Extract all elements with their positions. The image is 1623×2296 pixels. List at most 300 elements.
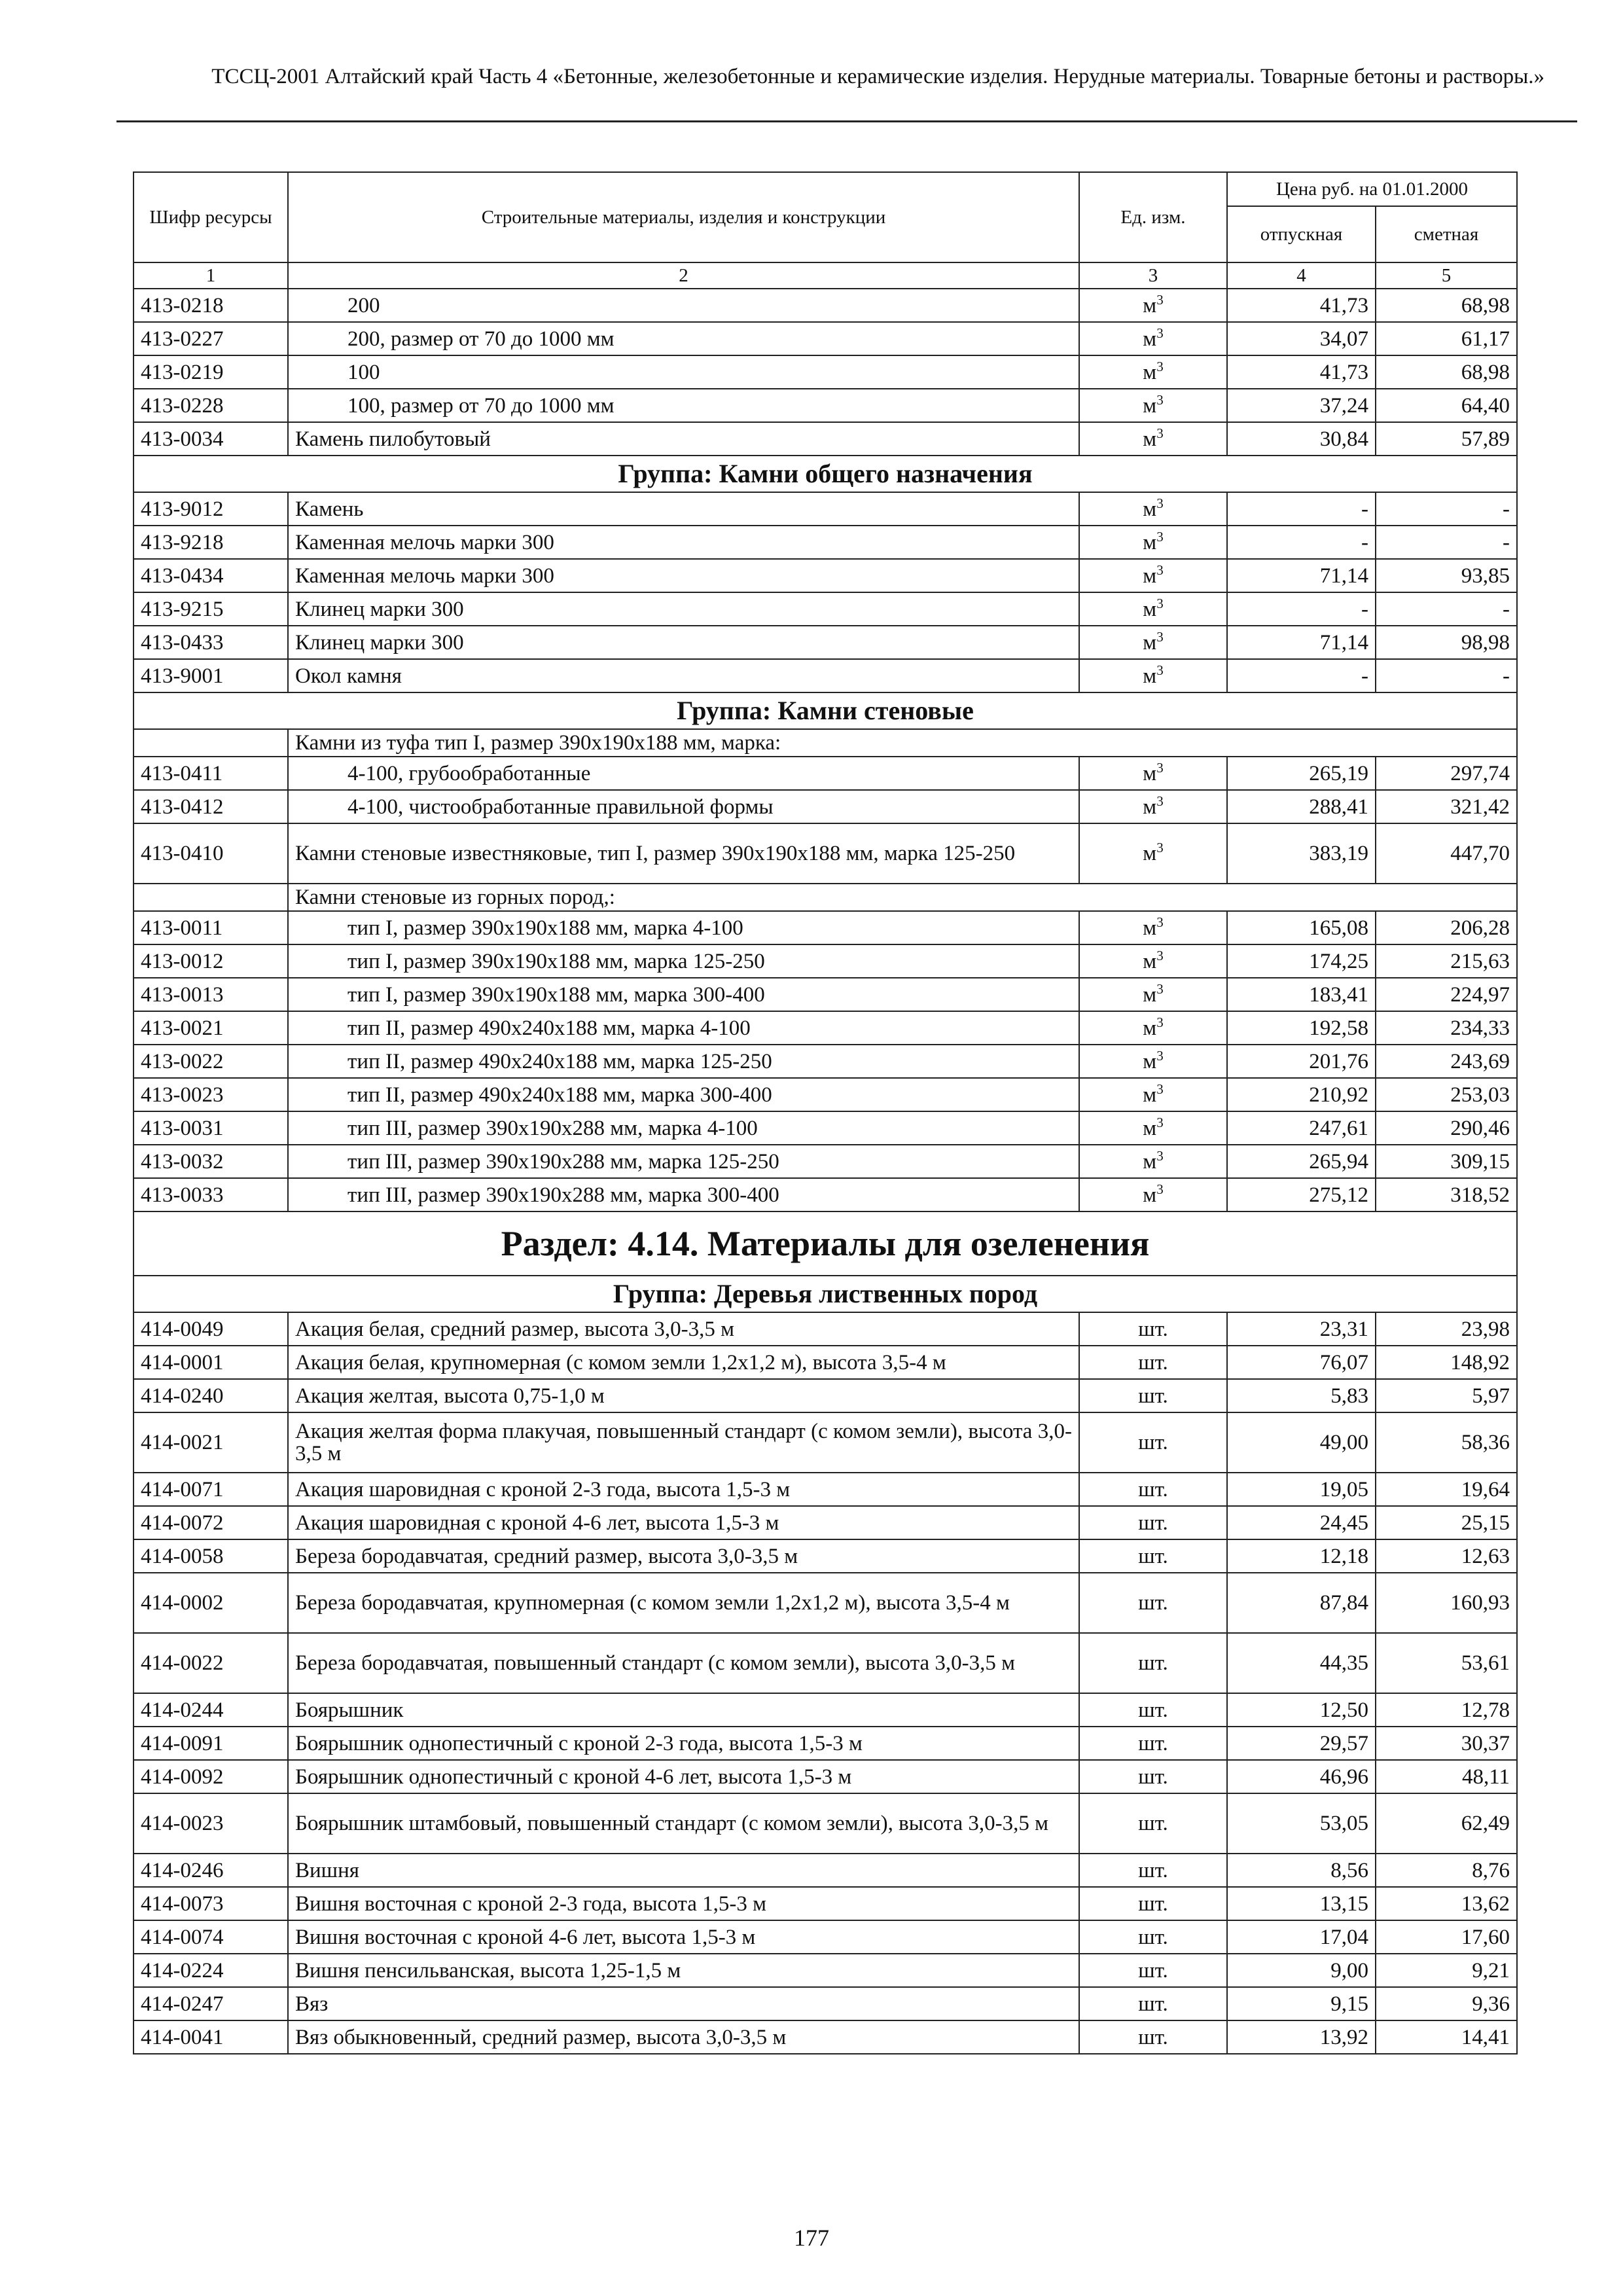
- resource-code: 413-9012: [134, 492, 288, 526]
- release-price: 201,76: [1227, 1045, 1376, 1078]
- unit-cell: [1079, 1727, 1227, 1760]
- release-price: -: [1227, 659, 1376, 692]
- release-price: 53,05: [1227, 1793, 1376, 1854]
- unit-cell: [1079, 289, 1227, 322]
- unit-exponent: 3: [1156, 1147, 1164, 1164]
- item-name: тип II, размер 490x240x188 мм, марка 300-400: [288, 1078, 1079, 1111]
- resource-code: 413-0434: [134, 559, 288, 592]
- release-price: 29,57: [1227, 1727, 1376, 1760]
- unit-cell: [1079, 1346, 1227, 1379]
- column-header-estimate-price: сметная: [1376, 206, 1517, 262]
- release-price: 383,19: [1227, 823, 1376, 884]
- unit-text: м: [1143, 1016, 1157, 1040]
- unit-text: м: [1143, 360, 1157, 384]
- release-price: 23,31: [1227, 1312, 1376, 1346]
- unit-text: м: [1143, 564, 1157, 588]
- release-price: 30,84: [1227, 422, 1376, 456]
- table-row: [134, 1506, 1517, 1539]
- item-name: Боярышник однопестичный с кроной 4-6 лет, высота 1,5-3 м: [288, 1760, 1079, 1793]
- estimate-price: 48,11: [1376, 1760, 1517, 1793]
- estimate-price: 98,98: [1376, 626, 1517, 659]
- estimate-price: 68,98: [1376, 355, 1517, 389]
- unit-text: м: [1143, 630, 1157, 655]
- item-name: Акация белая, крупномерная (с комом земли 1,2x1,2 м), высота 3,5-4 м: [288, 1346, 1079, 1379]
- unit-text: шт.: [1138, 1591, 1168, 1615]
- unit-text: шт.: [1138, 1925, 1168, 1949]
- release-price: 210,92: [1227, 1078, 1376, 1111]
- unit-cell: [1079, 757, 1227, 790]
- unit-exponent: 3: [1156, 1181, 1164, 1197]
- subheading-row: [134, 729, 1517, 757]
- unit-cell: [1079, 1793, 1227, 1854]
- resource-code: 414-0074: [134, 1920, 288, 1954]
- item-name: 4-100, грубообработанные: [288, 757, 1079, 790]
- item-name: 200, размер от 70 до 1000 мм: [288, 322, 1079, 355]
- estimate-price: 215,63: [1376, 944, 1517, 978]
- unit-cell: [1079, 978, 1227, 1011]
- unit-text: шт.: [1138, 1511, 1168, 1535]
- unit-cell: [1079, 911, 1227, 944]
- estimate-price: 68,98: [1376, 289, 1517, 322]
- group-heading-row: [134, 456, 1517, 492]
- table-row: [134, 1854, 1517, 1887]
- estimate-price: 61,17: [1376, 322, 1517, 355]
- resource-code: 414-0022: [134, 1633, 288, 1693]
- unit-text: шт.: [1138, 1765, 1168, 1789]
- resource-code: 414-0001: [134, 1346, 288, 1379]
- release-price: 12,50: [1227, 1693, 1376, 1727]
- column-number: 1: [134, 262, 288, 289]
- table-row: [134, 422, 1517, 456]
- table-row: [134, 1887, 1517, 1920]
- unit-exponent: 3: [1156, 291, 1164, 308]
- table-row: [134, 1045, 1517, 1078]
- table-row: [134, 1346, 1517, 1379]
- unit-text: м: [1143, 497, 1157, 521]
- empty-code-cell: [134, 729, 288, 757]
- unit-exponent: 3: [1156, 358, 1164, 374]
- item-name: Акация желтая форма плакучая, повышенный стандарт (с комом земли), высота 3,0-3,5 м: [288, 1412, 1079, 1473]
- release-price: 76,07: [1227, 1346, 1376, 1379]
- resource-code: 413-0410: [134, 823, 288, 884]
- table-row: [134, 1412, 1517, 1473]
- estimate-price: 12,63: [1376, 1539, 1517, 1573]
- table-row: [134, 492, 1517, 526]
- estimate-price: 64,40: [1376, 389, 1517, 422]
- resource-code: 414-0002: [134, 1573, 288, 1633]
- unit-text: шт.: [1138, 1384, 1168, 1408]
- table-row: [134, 389, 1517, 422]
- item-name: Камень: [288, 492, 1079, 526]
- resource-code: 413-0013: [134, 978, 288, 1011]
- group-heading-row: [134, 692, 1517, 729]
- table-row: [134, 1011, 1517, 1045]
- column-number: 4: [1227, 262, 1376, 289]
- resource-code: 413-0034: [134, 422, 288, 456]
- item-name: 100, размер от 70 до 1000 мм: [288, 389, 1079, 422]
- estimate-price: 62,49: [1376, 1793, 1517, 1854]
- unit-text: шт.: [1138, 1651, 1168, 1675]
- unit-exponent: 3: [1156, 840, 1164, 855]
- estimate-price: 160,93: [1376, 1573, 1517, 1633]
- estimate-price: -: [1376, 659, 1517, 692]
- release-price: 265,19: [1227, 757, 1376, 790]
- unit-text: шт.: [1138, 1731, 1168, 1755]
- estimate-price: 447,70: [1376, 823, 1517, 884]
- item-name: Боярышник однопестичный с кроной 2-3 года, высота 1,5-3 м: [288, 1727, 1079, 1760]
- unit-text: шт.: [1138, 1958, 1168, 1982]
- unit-text: м: [1143, 530, 1157, 554]
- unit-text: шт.: [1138, 1992, 1168, 2016]
- table-row: [134, 1727, 1517, 1760]
- unit-cell: [1079, 322, 1227, 355]
- column-number: 2: [288, 262, 1079, 289]
- table-row: [134, 1145, 1517, 1178]
- unit-text: м: [1143, 795, 1157, 819]
- item-name: тип I, размер 390x190x188 мм, марка 300-400: [288, 978, 1079, 1011]
- section-heading: Раздел: 4.14. Материалы для озеленения: [134, 1211, 1517, 1276]
- unit-cell: [1079, 1312, 1227, 1346]
- resource-code: 413-0433: [134, 626, 288, 659]
- release-price: 49,00: [1227, 1412, 1376, 1473]
- table-row: [134, 1111, 1517, 1145]
- unit-exponent: 3: [1156, 595, 1164, 611]
- unit-exponent: 3: [1156, 980, 1164, 997]
- item-name: Вяз обыкновенный, средний размер, высота 3,0-3,5 м: [288, 2020, 1079, 2054]
- estimate-price: 321,42: [1376, 790, 1517, 823]
- table-row: [134, 659, 1517, 692]
- unit-cell: [1079, 1473, 1227, 1506]
- unit-cell: [1079, 1111, 1227, 1145]
- subheading-text: Камни стеновые из горных пород,:: [288, 884, 1517, 911]
- estimate-price: 53,61: [1376, 1633, 1517, 1693]
- table-row: [134, 944, 1517, 978]
- table-row: [134, 1760, 1517, 1793]
- release-price: 17,04: [1227, 1920, 1376, 1954]
- column-number: 3: [1079, 262, 1227, 289]
- resource-code: 413-0031: [134, 1111, 288, 1145]
- release-price: 247,61: [1227, 1111, 1376, 1145]
- item-name: 200: [288, 289, 1079, 322]
- unit-cell: [1079, 2020, 1227, 2054]
- item-name: тип II, размер 490x240x188 мм, марка 4-100: [288, 1011, 1079, 1045]
- resource-code: 413-0032: [134, 1145, 288, 1178]
- unit-exponent: 3: [1156, 391, 1164, 408]
- resource-code: 413-0033: [134, 1178, 288, 1211]
- unit-exponent: 3: [1156, 947, 1164, 963]
- unit-text: м: [1143, 1083, 1157, 1107]
- resource-code: 414-0049: [134, 1312, 288, 1346]
- estimate-price: 30,37: [1376, 1727, 1517, 1760]
- running-header: ТССЦ-2001 Алтайский край Часть 4 «Бетонные, железобетонные и керамические изделия. Нерудные материалы. Товарные бетоны и растворы.»: [211, 65, 1544, 88]
- estimate-price: 13,62: [1376, 1887, 1517, 1920]
- table-row: [134, 978, 1517, 1011]
- unit-text: м: [1143, 664, 1157, 688]
- resource-code: 413-9218: [134, 526, 288, 559]
- estimate-price: 309,15: [1376, 1145, 1517, 1178]
- item-name: Вяз: [288, 1987, 1079, 2020]
- resource-code: 413-9001: [134, 659, 288, 692]
- release-price: 44,35: [1227, 1633, 1376, 1693]
- unit-cell: [1079, 1539, 1227, 1573]
- unit-exponent: 3: [1156, 1014, 1164, 1030]
- unit-text: м: [1143, 1116, 1157, 1140]
- unit-text: шт.: [1138, 1350, 1168, 1374]
- unit-text: м: [1143, 1049, 1157, 1073]
- resource-code: 414-0224: [134, 1954, 288, 1987]
- item-name: Акация желтая, высота 0,75-1,0 м: [288, 1379, 1079, 1412]
- unit-cell: [1079, 526, 1227, 559]
- table-row: [134, 757, 1517, 790]
- release-price: 183,41: [1227, 978, 1376, 1011]
- table-row: [134, 1573, 1517, 1633]
- estimate-price: 5,97: [1376, 1379, 1517, 1412]
- table-row: [134, 1312, 1517, 1346]
- item-name: 100: [288, 355, 1079, 389]
- price-table: [133, 171, 1518, 2054]
- release-price: -: [1227, 492, 1376, 526]
- unit-exponent: 3: [1156, 562, 1164, 578]
- table-row: [134, 1178, 1517, 1211]
- release-price: 24,45: [1227, 1506, 1376, 1539]
- item-name: Акация шаровидная с кроной 2-3 года, высота 1,5-3 м: [288, 1473, 1079, 1506]
- unit-text: м: [1143, 427, 1157, 451]
- item-name: Боярышник штамбовый, повышенный стандарт (с комом земли), высота 3,0-3,5 м: [288, 1793, 1079, 1854]
- item-name: Каменная мелочь марки 300: [288, 559, 1079, 592]
- group-heading: Группа: Деревья лиственных пород: [134, 1276, 1517, 1312]
- estimate-price: 224,97: [1376, 978, 1517, 1011]
- item-name: Акация шаровидная с кроной 4-6 лет, высота 1,5-3 м: [288, 1506, 1079, 1539]
- item-name: Окол камня: [288, 659, 1079, 692]
- unit-cell: [1079, 492, 1227, 526]
- table-row: [134, 626, 1517, 659]
- resource-code: 413-0023: [134, 1078, 288, 1111]
- resource-code: 414-0092: [134, 1760, 288, 1793]
- unit-exponent: 3: [1156, 662, 1164, 678]
- unit-text: м: [1143, 597, 1157, 621]
- table-row: [134, 1379, 1517, 1412]
- release-price: 71,14: [1227, 626, 1376, 659]
- resource-code: 414-0072: [134, 1506, 288, 1539]
- release-price: 71,14: [1227, 559, 1376, 592]
- table-row: [134, 1954, 1517, 1987]
- unit-cell: [1079, 389, 1227, 422]
- table-row: [134, 1633, 1517, 1693]
- unit-text: шт.: [1138, 1858, 1168, 1882]
- unit-cell: [1079, 1011, 1227, 1045]
- resource-code: 413-0012: [134, 944, 288, 978]
- resource-code: 414-0244: [134, 1693, 288, 1727]
- unit-cell: [1079, 1954, 1227, 1987]
- table-row: [134, 289, 1517, 322]
- unit-text: м: [1143, 949, 1157, 973]
- unit-text: м: [1143, 842, 1157, 865]
- estimate-price: 93,85: [1376, 559, 1517, 592]
- unit-cell: [1079, 592, 1227, 626]
- table-row: [134, 790, 1517, 823]
- estimate-price: 58,36: [1376, 1412, 1517, 1473]
- column-number: 5: [1376, 262, 1517, 289]
- unit-cell: [1079, 823, 1227, 884]
- release-price: -: [1227, 526, 1376, 559]
- unit-exponent: 3: [1156, 628, 1164, 645]
- item-name: Боярышник: [288, 1693, 1079, 1727]
- table-row: [134, 1539, 1517, 1573]
- unit-cell: [1079, 355, 1227, 389]
- release-price: 19,05: [1227, 1473, 1376, 1506]
- item-name: тип II, размер 490x240x188 мм, марка 125-250: [288, 1045, 1079, 1078]
- release-price: 174,25: [1227, 944, 1376, 978]
- unit-cell: [1079, 422, 1227, 456]
- table-row: [134, 1693, 1517, 1727]
- column-header-name: Строительные материалы, изделия и конструкции: [288, 172, 1079, 262]
- item-name: Вишня: [288, 1854, 1079, 1887]
- unit-text: м: [1143, 1149, 1157, 1174]
- column-header-price: Цена руб. на 01.01.2000: [1227, 172, 1517, 206]
- group-heading-row: [134, 1276, 1517, 1312]
- table-row: [134, 1473, 1517, 1506]
- item-name: Клинец марки 300: [288, 592, 1079, 626]
- resource-code: 414-0091: [134, 1727, 288, 1760]
- unit-cell: [1079, 1854, 1227, 1887]
- unit-text: шт.: [1138, 1812, 1168, 1835]
- unit-cell: [1079, 1506, 1227, 1539]
- item-name: Акация белая, средний размер, высота 3,0-3,5 м: [288, 1312, 1079, 1346]
- unit-cell: [1079, 559, 1227, 592]
- table-row: [134, 1793, 1517, 1854]
- table-row: [134, 1078, 1517, 1111]
- unit-cell: [1079, 1987, 1227, 2020]
- release-price: 13,15: [1227, 1887, 1376, 1920]
- release-price: 12,18: [1227, 1539, 1376, 1573]
- release-price: 288,41: [1227, 790, 1376, 823]
- unit-text: м: [1143, 327, 1157, 351]
- subheading-text: Камни из туфа тип I, размер 390x190x188 мм, марка:: [288, 729, 1517, 757]
- release-price: 192,58: [1227, 1011, 1376, 1045]
- table-row: [134, 2020, 1517, 2054]
- resource-code: 413-0219: [134, 355, 288, 389]
- release-price: 5,83: [1227, 1379, 1376, 1412]
- unit-cell: [1079, 1887, 1227, 1920]
- unit-cell: [1079, 790, 1227, 823]
- unit-cell: [1079, 1573, 1227, 1633]
- resource-code: 414-0240: [134, 1379, 288, 1412]
- unit-cell: [1079, 659, 1227, 692]
- unit-exponent: 3: [1156, 425, 1164, 441]
- unit-text: м: [1143, 982, 1157, 1007]
- unit-text: м: [1143, 393, 1157, 418]
- resource-code: 413-9215: [134, 592, 288, 626]
- table-row: [134, 1920, 1517, 1954]
- release-price: -: [1227, 592, 1376, 626]
- resource-code: 413-0228: [134, 389, 288, 422]
- unit-text: м: [1143, 293, 1157, 317]
- resource-code: 413-0412: [134, 790, 288, 823]
- release-price: 41,73: [1227, 355, 1376, 389]
- estimate-price: 9,36: [1376, 1987, 1517, 2020]
- unit-cell: [1079, 626, 1227, 659]
- estimate-price: 297,74: [1376, 757, 1517, 790]
- resource-code: 413-0227: [134, 322, 288, 355]
- unit-cell: [1079, 1145, 1227, 1178]
- item-name: Вишня пенсильванская, высота 1,25-1,5 м: [288, 1954, 1079, 1987]
- unit-cell: [1079, 1693, 1227, 1727]
- item-name: Береза бородавчатая, средний размер, высота 3,0-3,5 м: [288, 1539, 1079, 1573]
- item-name: Каменная мелочь марки 300: [288, 526, 1079, 559]
- estimate-price: 243,69: [1376, 1045, 1517, 1078]
- unit-text: шт.: [1138, 1698, 1168, 1722]
- estimate-price: 290,46: [1376, 1111, 1517, 1145]
- estimate-price: -: [1376, 492, 1517, 526]
- release-price: 34,07: [1227, 322, 1376, 355]
- unit-exponent: 3: [1156, 1047, 1164, 1064]
- unit-text: м: [1143, 761, 1157, 785]
- estimate-price: 253,03: [1376, 1078, 1517, 1111]
- item-name: Вишня восточная с кроной 2-3 года, высота 1,5-3 м: [288, 1887, 1079, 1920]
- unit-text: шт.: [1138, 1477, 1168, 1501]
- header-rule: [116, 120, 1577, 122]
- unit-cell: [1079, 1760, 1227, 1793]
- resource-code: 413-0011: [134, 911, 288, 944]
- estimate-price: 14,41: [1376, 2020, 1517, 2054]
- estimate-price: 234,33: [1376, 1011, 1517, 1045]
- release-price: 9,15: [1227, 1987, 1376, 2020]
- release-price: 9,00: [1227, 1954, 1376, 1987]
- release-price: 13,92: [1227, 2020, 1376, 2054]
- item-name: Клинец марки 300: [288, 626, 1079, 659]
- item-name: Береза бородавчатая, крупномерная (с комом земли 1,2x1,2 м), высота 3,5-4 м: [288, 1573, 1079, 1633]
- resource-code: 413-0021: [134, 1011, 288, 1045]
- unit-exponent: 3: [1156, 325, 1164, 341]
- unit-exponent: 3: [1156, 528, 1164, 545]
- estimate-price: 25,15: [1376, 1506, 1517, 1539]
- resource-code: 414-0041: [134, 2020, 288, 2054]
- estimate-price: 19,64: [1376, 1473, 1517, 1506]
- release-price: 87,84: [1227, 1573, 1376, 1633]
- unit-text: м: [1143, 1183, 1157, 1207]
- estimate-price: 17,60: [1376, 1920, 1517, 1954]
- column-header-code: Шифр ресурсы: [134, 172, 288, 262]
- resource-code: 413-0411: [134, 757, 288, 790]
- table-row: [134, 526, 1517, 559]
- resource-code: 414-0058: [134, 1539, 288, 1573]
- resource-code: 413-0218: [134, 289, 288, 322]
- unit-exponent: 3: [1156, 1114, 1164, 1130]
- resource-code: 414-0023: [134, 1793, 288, 1854]
- group-heading: Группа: Камни общего назначения: [134, 456, 1517, 492]
- resource-code: 414-0021: [134, 1412, 288, 1473]
- unit-cell: [1079, 944, 1227, 978]
- unit-exponent: 3: [1156, 1081, 1164, 1097]
- release-price: 37,24: [1227, 389, 1376, 422]
- group-heading: Группа: Камни стеновые: [134, 692, 1517, 729]
- resource-code: 414-0247: [134, 1987, 288, 2020]
- page-number: 177: [794, 2225, 829, 2251]
- unit-text: шт.: [1138, 1892, 1168, 1916]
- unit-cell: [1079, 1178, 1227, 1211]
- resource-code: 414-0073: [134, 1887, 288, 1920]
- table-row: [134, 322, 1517, 355]
- subheading-row: [134, 884, 1517, 911]
- unit-exponent: 3: [1156, 793, 1164, 809]
- release-price: 41,73: [1227, 289, 1376, 322]
- item-name: Камень пилобутовый: [288, 422, 1079, 456]
- unit-text: м: [1143, 916, 1157, 940]
- unit-cell: [1079, 1412, 1227, 1473]
- column-header-unit: Ед. изм.: [1079, 172, 1227, 262]
- release-price: 275,12: [1227, 1178, 1376, 1211]
- unit-exponent: 3: [1156, 914, 1164, 930]
